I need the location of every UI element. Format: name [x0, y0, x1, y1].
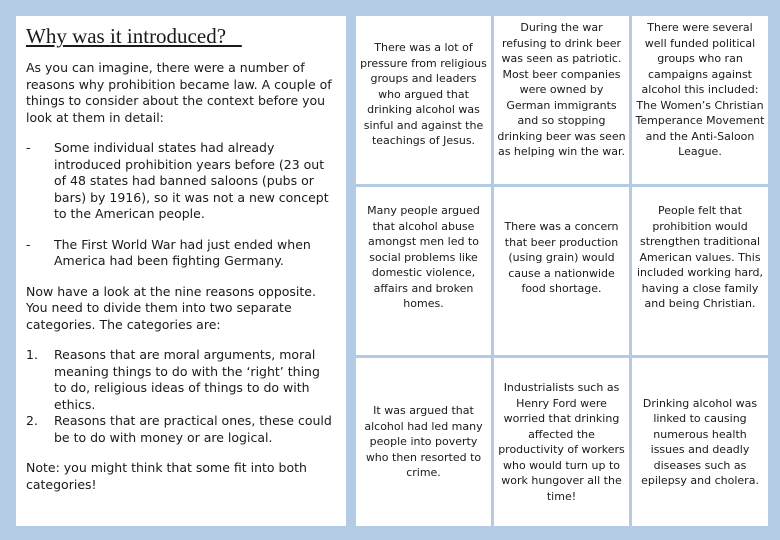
category-number: 1.	[26, 347, 38, 362]
bullet-dash: -	[26, 140, 31, 155]
reason-card	[494, 16, 629, 184]
reason-card	[356, 16, 491, 184]
reason-text: People felt that prohibition would strengthen traditional American values. This included working hard, having a close family and being Christian.	[637, 204, 763, 310]
reason-text: Industrialists such as Henry Ford were worried that drinking affected the productivity of workers who would turn up to work hungover all the time!	[498, 381, 625, 503]
reason-text: Drinking alcohol was linked to causing numerous health issues and deadly diseases such as epilepsy and cholera.	[641, 396, 759, 487]
reason-text: It was argued that alcohol had led many people into poverty who then resorted to crime.	[364, 404, 483, 480]
context-item-text: The First World War had just ended when America had been fighting Germany.	[54, 236, 311, 268]
reason-text: There was a lot of pressure from religious groups and leaders who argued that drinking alcohol was sinful and against the teachings of Jesus.	[360, 41, 487, 147]
reason-card	[356, 187, 491, 355]
context-list	[26, 140, 336, 270]
reason-card	[356, 358, 491, 526]
context-item	[26, 140, 336, 223]
page-title: Why was it introduced?	[26, 24, 242, 48]
context-item	[26, 237, 336, 270]
category-text: Reasons that are practical ones, these could be to do with money or are logical.	[54, 413, 332, 445]
instruction-text: Now have a look at the nine reasons opposite. You need to divide them into two separate categories. The categories are:	[26, 283, 316, 332]
reason-text: During the war refusing to drink beer was seen as patriotic. Most beer companies were owned by German immigrants and so stopping drinking beer was seen as helping win the war.	[497, 21, 626, 158]
category-list	[26, 347, 336, 446]
reasons-grid	[356, 16, 768, 526]
bullet-dash: -	[26, 236, 31, 252]
category-text: Reasons that are moral arguments, moral meaning things to do with the ‘right’ thing to do, religious ideas of things to do with ethics.	[54, 347, 320, 412]
reason-card	[632, 16, 768, 184]
reason-card	[632, 187, 768, 355]
note-text: Note: you might think that some fit into both categories!	[26, 460, 307, 492]
intro-text: As you can imagine, there were a number of reasons why prohibition became law. A couple of things to consider about the context before you look at them in detail:	[26, 60, 332, 125]
reason-card	[632, 358, 768, 526]
reason-text: There was a concern that beer production (using grain) would cause a nationwide food shortage.	[504, 220, 619, 295]
reason-card	[494, 358, 629, 526]
intro-panel	[16, 16, 346, 526]
reason-text: There were several well funded political groups who ran campaigns against alcohol this included: The Women’s Christian Temperance Movement and the Anti-Saloon League.	[635, 21, 765, 158]
category-number: 2.	[26, 413, 38, 428]
reason-text: Many people argued that alcohol abuse amongst men led to social problems like domestic violence, affairs and broken homes.	[367, 204, 480, 310]
category-item	[26, 347, 336, 413]
category-item	[26, 413, 336, 446]
context-item-text: Some individual states had already introduced prohibition years before (23 out of 48 states had banned saloons (pubs or bars) by 1916), so it was not a new concept to the American people.	[54, 140, 329, 221]
reason-card	[494, 187, 629, 355]
